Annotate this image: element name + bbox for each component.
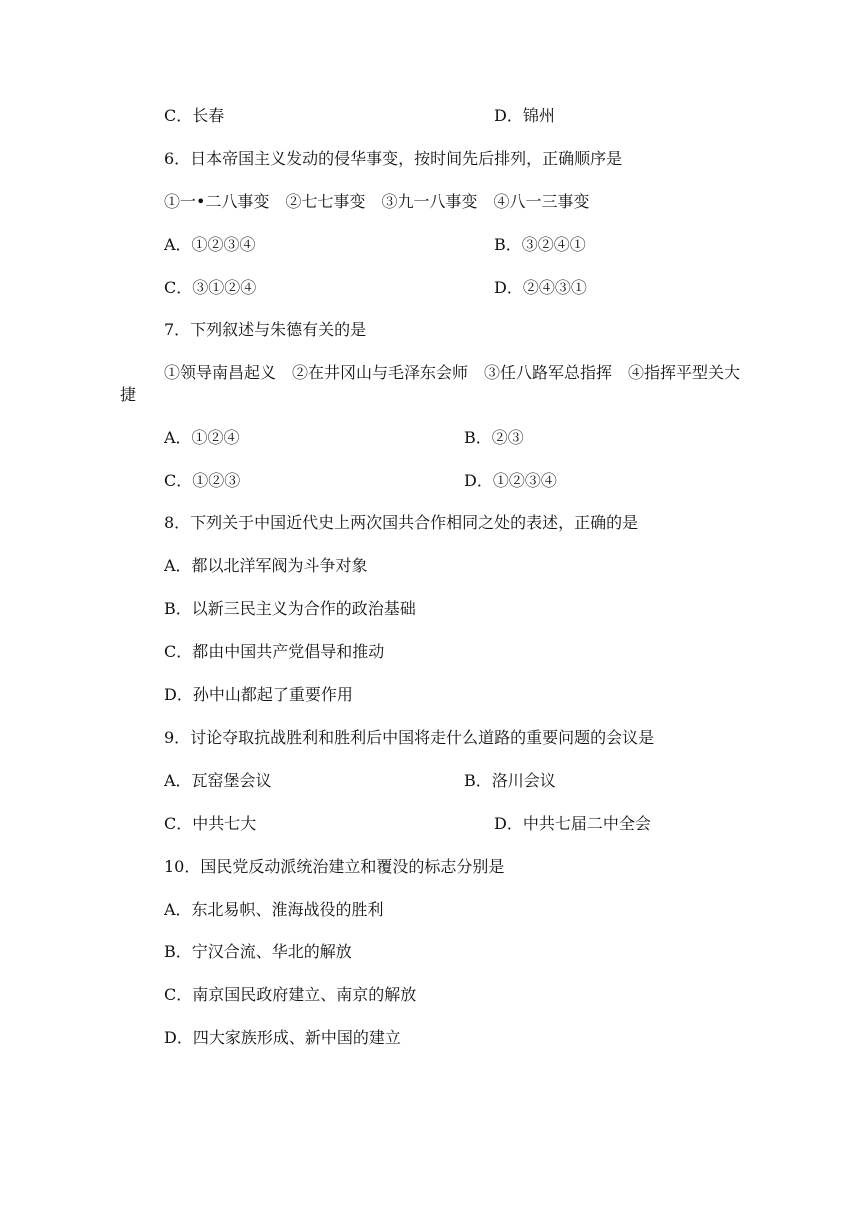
q6-option-d: D．②④③① [494, 278, 587, 297]
q9-option-a: A．瓦窑堡会议 [164, 771, 272, 790]
q5-option-d: D．锦州 [494, 106, 555, 125]
q8-option-a: A．都以北洋军阀为斗争对象 [164, 556, 368, 575]
q10-option-b: B．宁汉合流、华北的解放 [164, 942, 352, 961]
q9-option-b: B．洛川会议 [464, 771, 556, 790]
q9-stem: 9．讨论夺取抗战胜利和胜利后中国将走什么道路的重要问题的会议是 [164, 728, 655, 747]
q6-stem: 6．日本帝国主义发动的侵华事变，按时间先后排列，正确顺序是 [164, 149, 623, 168]
q6-option-b: B．③②④① [494, 235, 586, 254]
q9-option-d: D．中共七届二中全会 [494, 814, 651, 833]
q10-option-c: C．南京国民政府建立、南京的解放 [164, 985, 417, 1004]
q7-items: ①领导南昌起义 ②在井冈山与毛泽东会师 ③任八路军总指挥 ④指挥平型关大捷 [120, 363, 741, 404]
q8-option-b: B．以新三民主义为合作的政治基础 [164, 599, 416, 618]
q6-option-c: C．③①②④ [164, 278, 257, 297]
q8-option-c: C．都由中国共产党倡导和推动 [164, 642, 385, 661]
q7-option-a: A．①②④ [164, 428, 240, 447]
q7-option-b: B．②③ [464, 428, 524, 447]
q8-stem: 8．下列关于中国近代史上两次国共合作相同之处的表述，正确的是 [164, 513, 639, 532]
q7-option-c: C．①②③ [164, 471, 241, 490]
q10-option-d: D．四大家族形成、新中国的建立 [164, 1028, 401, 1047]
q9-option-c: C．中共七大 [164, 814, 257, 833]
q5-option-c: C．长春 [164, 106, 225, 125]
q10-option-a: A．东北易帜、淮海战役的胜利 [164, 900, 384, 919]
q6-items: ①一•二八事变 ②七七事变 ③九一八事变 ④八一三事变 [164, 192, 590, 211]
q10-stem: 10．国民党反动派统治建立和覆没的标志分别是 [164, 857, 505, 876]
q7-option-d: D．①②③④ [464, 471, 557, 490]
q7-stem: 7．下列叙述与朱德有关的是 [164, 320, 367, 339]
q8-option-d: D．孙中山都起了重要作用 [164, 685, 353, 704]
q6-option-a: A．①②③④ [164, 235, 256, 254]
